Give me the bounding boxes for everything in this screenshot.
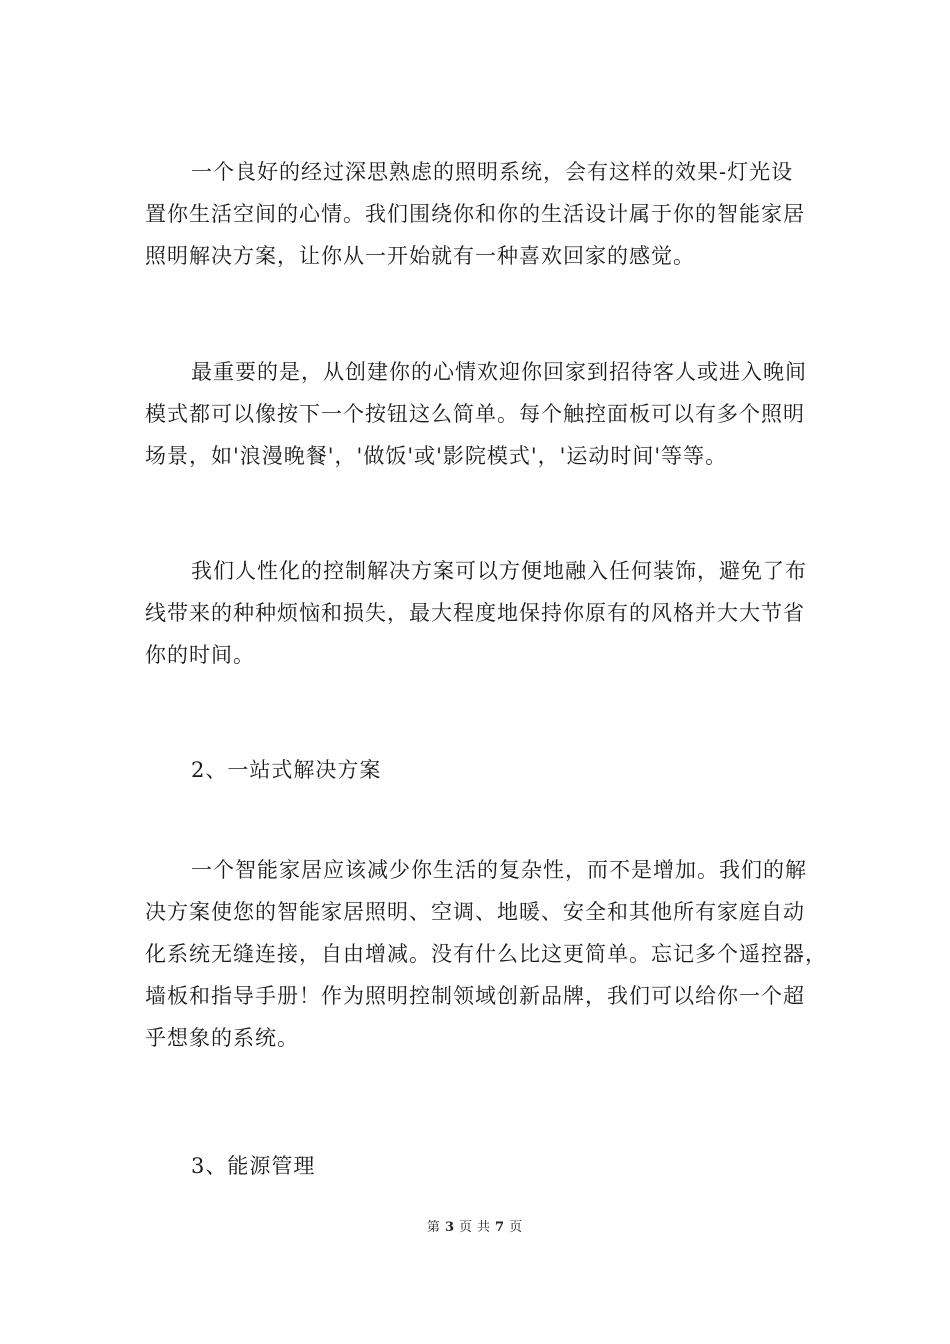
paragraph-line: 照明解决方案，让你从一开始就有一种喜欢回家的感觉。 bbox=[145, 244, 695, 268]
footer-page-word: 页 bbox=[458, 1220, 473, 1235]
paragraph-line: 最重要的是，从创建你的心情欢迎你回家到招待客人或进入晚间 bbox=[191, 360, 807, 384]
page-footer bbox=[0, 1216, 950, 1235]
section-heading-one-stop: 2、一站式解决方案 bbox=[191, 758, 382, 782]
paragraph-line: 一个良好的经过深思熟虑的照明系统，会有这样的效果-灯光设 bbox=[191, 160, 794, 184]
paragraph-line: 你的时间。 bbox=[145, 643, 255, 667]
paragraph-line: 置你生活空间的心情。我们围绕你和你的生活设计属于你的智能家居 bbox=[145, 202, 805, 226]
paragraph-line: 场景，如'浪漫晚餐'，'做饭'或'影院模式'，'运动时间'等等。 bbox=[145, 444, 728, 468]
section-heading-energy-management: 3、能源管理 bbox=[191, 1154, 316, 1178]
paragraph-lighting-system bbox=[145, 151, 813, 277]
paragraph-control-solution bbox=[145, 550, 813, 676]
paragraph-line: 墙板和指导手册！作为照明控制领域创新品牌，我们可以给你一个超 bbox=[145, 984, 805, 1008]
paragraph-line: 模式都可以像按下一个按钮这么简单。每个触控面板可以有多个照明 bbox=[145, 402, 805, 426]
footer-suffix: 页 bbox=[509, 1220, 524, 1235]
footer-total-word: 共 bbox=[477, 1220, 492, 1235]
footer-total-pages: 7 bbox=[495, 1220, 506, 1235]
paragraph-line: 化系统无缝连接，自由增减。没有什么比这更简单。忘记多个遥控器， bbox=[145, 942, 827, 966]
paragraph-line: 一个智能家居应该减少你生活的复杂性，而不是增加。我们的解 bbox=[191, 858, 807, 882]
paragraph-scene-modes bbox=[145, 351, 813, 477]
paragraph-line: 乎想象的系统。 bbox=[145, 1026, 299, 1050]
paragraph-line: 线带来的种种烦恼和损失，最大程度地保持你原有的风格并大大节省 bbox=[145, 601, 805, 625]
footer-current-page: 3 bbox=[444, 1220, 455, 1235]
footer-prefix: 第 bbox=[426, 1220, 441, 1235]
paragraph-line: 我们人性化的控制解决方案可以方便地融入任何装饰，避免了布 bbox=[191, 559, 807, 583]
paragraph-one-stop-solution bbox=[145, 849, 827, 1059]
paragraph-line: 决方案使您的智能家居照明、空调、地暖、安全和其他所有家庭自动 bbox=[145, 900, 805, 924]
